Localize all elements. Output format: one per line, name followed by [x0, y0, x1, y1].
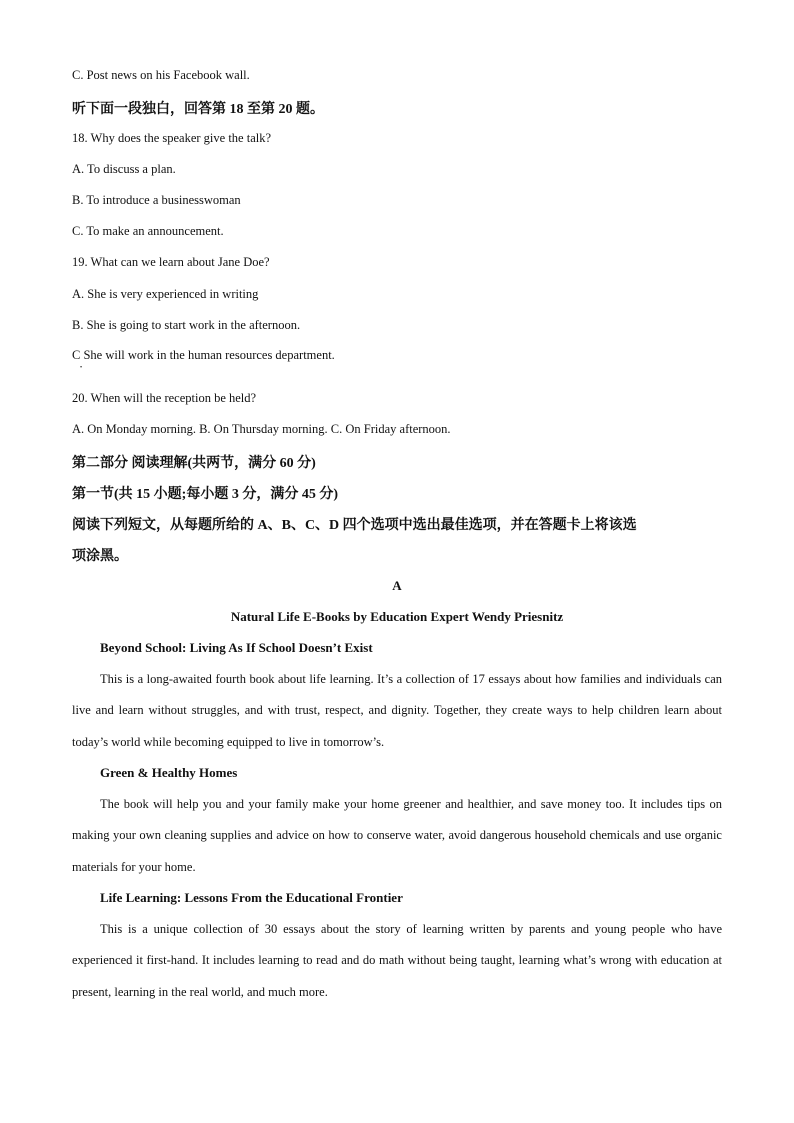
section-instruction: 听下面一段独白，回答第 18 至第 20 题。 — [72, 102, 324, 117]
option: C She will work in the human resources department. — [72, 348, 335, 362]
book-description: This is a long-awaited fourth book about life learning. It’s a collection of 17 essays about how families and individuals can live and learn without struggles, and with trust, respect, and dignity. Together, they create ways to help children learn about today’s world while becoming equipped to live in tomorrow’s. — [72, 672, 722, 749]
book-description: The book will help you and your family make your home greener and healthier, and save money too. It includes tips on making your own cleaning supplies and advice on how to conserve water, avoid dangerous household chemicals and use organic materials for your home. — [72, 797, 722, 874]
passage-label: A — [392, 578, 402, 593]
book-title: Life Learning: Lessons From the Educational Frontier — [100, 890, 403, 905]
option: C. To make an announcement. — [72, 224, 224, 238]
question-stem: 19. What can we learn about Jane Doe? — [72, 255, 270, 269]
reading-instruction-cont: 项涂黑。 — [72, 549, 128, 564]
section-title: 第一节(共 15 小题;每小题 3 分，满分 45 分) — [72, 487, 338, 502]
option: A. To discuss a plan. — [72, 162, 176, 176]
book-description: This is a unique collection of 30 essays about the story of learning written by parents and young people who have experienced it first-hand. It includes learning to read and do math without being taught, learning what’s wrong with education at present, learning in the real world, and much more. — [72, 922, 722, 999]
stray-dot: • — [80, 365, 83, 371]
reading-instruction: 阅读下列短文，从每题所给的 A、B、C、D 四个选项中选出最佳选项，并在答题卡上将该选 — [72, 518, 637, 533]
option: B. She is going to start work in the afternoon. — [72, 318, 301, 332]
passage-title: Natural Life E-Books by Education Expert Wendy Priesnitz — [230, 609, 564, 624]
part-title: 第二部分 阅读理解(共两节，满分 60 分) — [72, 456, 316, 471]
book-title: Green & Healthy Homes — [100, 765, 238, 780]
option: B. To introduce a businesswoman — [72, 193, 241, 207]
q17-option-c: C. Post news on his Facebook wall. — [72, 68, 250, 82]
question-stem: 20. When will the reception be held? — [72, 391, 257, 405]
option-line: A. On Monday morning. B. On Thursday morning. C. On Friday afternoon. — [72, 422, 451, 436]
option: A. She is very experienced in writing — [72, 287, 259, 301]
book-title: Beyond School: Living As If School Doesn’t Exist — [100, 640, 373, 655]
question-stem: 18. Why does the speaker give the talk? — [72, 131, 272, 145]
